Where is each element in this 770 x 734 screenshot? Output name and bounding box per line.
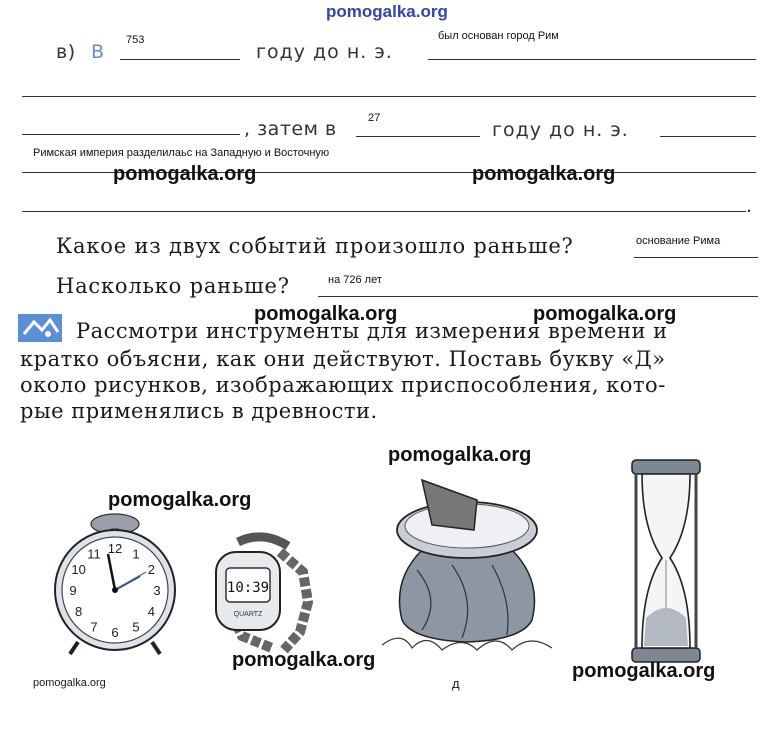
blank-question-2 — [318, 296, 758, 297]
clock-numeral: 7 — [90, 619, 98, 635]
answer-event-1: был основан город Рим — [438, 30, 559, 42]
clock-numeral: 6 — [111, 625, 119, 640]
blank-line-5 — [22, 211, 746, 212]
answer-year-1: 753 — [126, 34, 145, 46]
watermark: pomogalka.org — [108, 489, 252, 511]
clock-numeral: 4 — [147, 604, 156, 619]
blank-line-3b — [660, 136, 756, 137]
sundial-image — [382, 470, 552, 660]
clock-numeral: 1 — [132, 546, 140, 562]
blank-year-2 — [356, 136, 480, 137]
clock-numeral: 10 — [71, 562, 86, 577]
watermark: pomogalka.org — [388, 444, 532, 466]
blank-line-2 — [22, 96, 756, 97]
clock-numeral: 2 — [147, 562, 156, 577]
task-line-1: Рассмотри инструменты для измерения времени и — [76, 319, 668, 343]
task-line-4: рые применялись в древности. — [20, 399, 378, 423]
hourglass-image — [628, 458, 704, 668]
clock-numeral: 8 — [74, 604, 83, 619]
task-line-3: около рисунков, изображающих приспособления, кото- — [20, 373, 666, 397]
svg-text:10:39: 10:39 — [226, 580, 270, 596]
sundial-mark: д — [452, 676, 460, 691]
phrase-1: году до н. э. — [256, 41, 393, 63]
watermark: pomogalka.org — [533, 303, 677, 325]
watermark: pomogalka.org — [232, 649, 376, 671]
watermark: pomogalka.org — [113, 163, 257, 185]
watermark: pomogalka.org — [254, 303, 398, 325]
part-label: в) — [56, 41, 76, 63]
end-dot: . — [746, 195, 753, 217]
watermark-top: pomogalka.org — [326, 2, 448, 21]
answer-year-2: 27 — [368, 112, 381, 124]
clock-numeral: 11 — [87, 546, 101, 562]
phrase-2-prefix: , затем в — [244, 118, 337, 140]
phrase-2: году до н. э. — [492, 119, 629, 141]
blank-event-1 — [428, 59, 756, 60]
answer-question-2: на 726 лет — [328, 274, 382, 286]
answer-event-2: Римская империя разделилаьс на Западную и Восточную — [33, 147, 330, 159]
clock-numeral: 9 — [69, 583, 77, 598]
watermark-small: pomogalka.org — [33, 677, 106, 689]
clock-numeral: 3 — [153, 583, 161, 598]
clock-numeral: 12 — [107, 541, 123, 556]
clock-numeral: 5 — [132, 619, 140, 635]
watermark: pomogalka.org — [472, 163, 616, 185]
blank-year-1 — [120, 59, 240, 60]
svg-text:QUARTZ: QUARTZ — [233, 611, 263, 618]
question-1: Какое из двух событий произошло раньше? — [56, 234, 574, 258]
blank-question-1 — [634, 257, 758, 258]
task-line-2: кратко объясни, как они действуют. Поставь букву «Д» — [20, 347, 666, 371]
blank-line-3a — [22, 134, 240, 135]
word-v: В — [91, 41, 105, 63]
wristwatch-image — [208, 532, 328, 657]
task-icon — [18, 314, 62, 342]
question-2: Насколько раньше? — [56, 274, 290, 298]
answer-question-1: основание Рима — [636, 235, 721, 247]
watermark: pomogalka.org — [572, 660, 716, 682]
alarm-clock-image — [50, 510, 180, 660]
